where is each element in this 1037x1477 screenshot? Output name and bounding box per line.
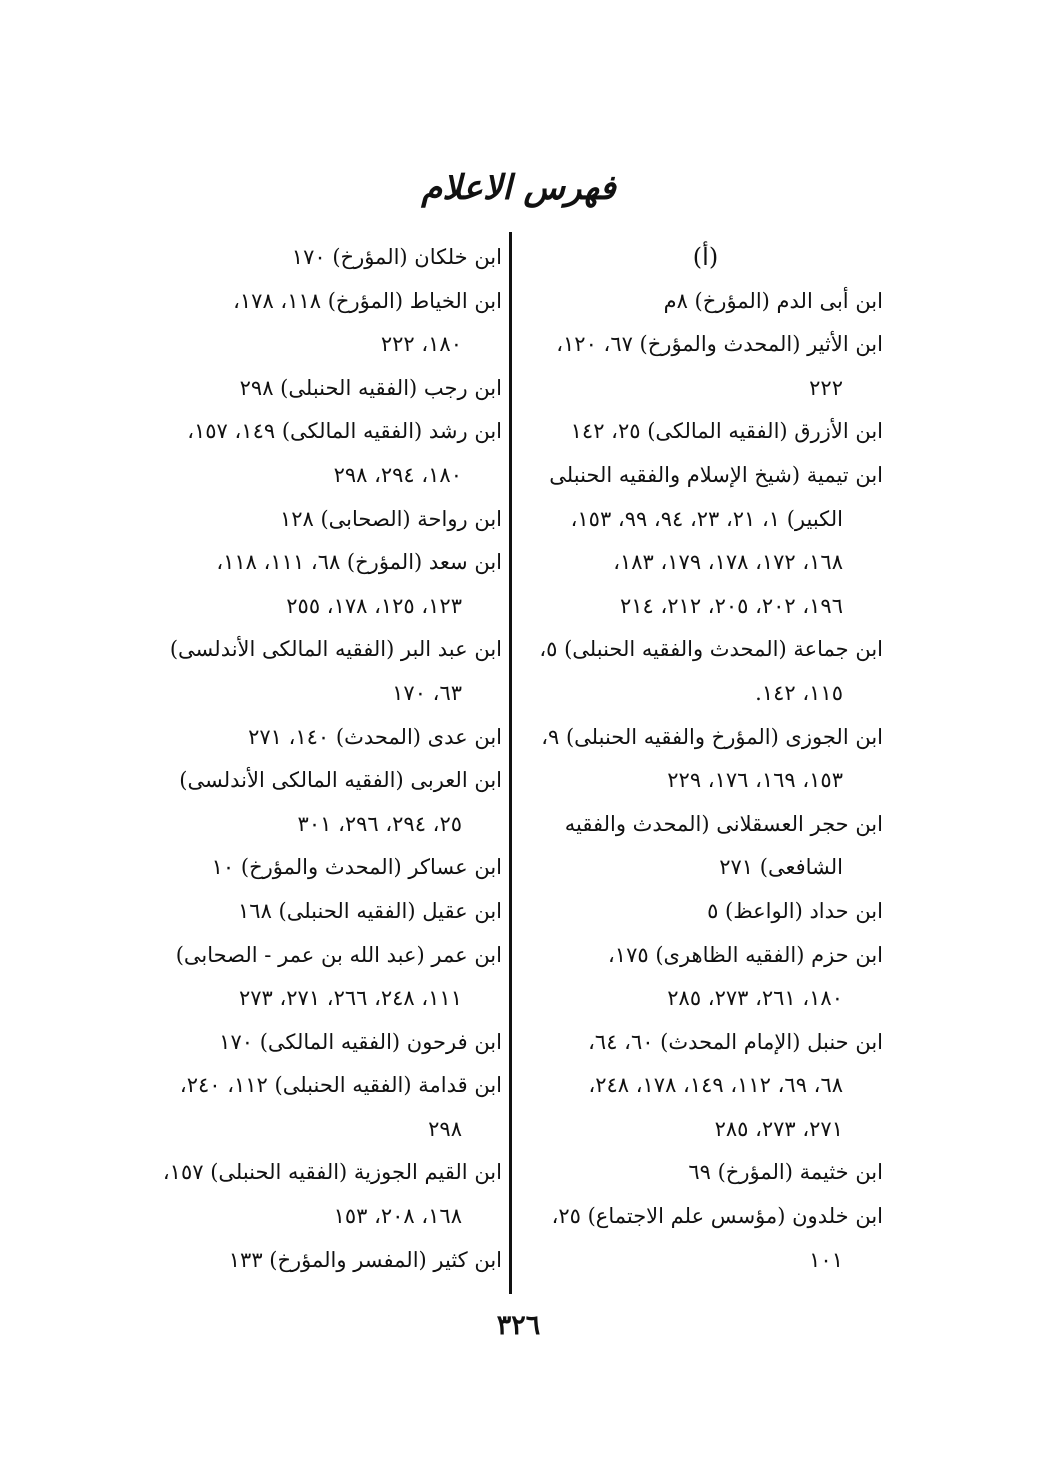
index-entry-line: ١٢٣، ١٢٥، ١٧٨، ٢٥٥: [286, 593, 462, 618]
column-divider: [509, 232, 512, 1294]
index-entry-line: ابن حنبل (الإمام المحدث) ٦٠، ٦٤،: [588, 1029, 883, 1054]
index-entry-line: ١٩٦، ٢٠٢، ٢٠٥، ٢١٢، ٢١٤: [619, 593, 843, 618]
index-entry-line: ١١١، ٢٤٨، ٢٦٦، ٢٧١، ٢٧٣: [238, 986, 462, 1011]
index-entry-line: ٢٧١، ٢٧٣، ٢٨٥: [714, 1116, 843, 1141]
index-entry-line: الكبير) ١، ٢١، ٢٣، ٩٤، ٩٩، ١٥٣،: [570, 506, 843, 531]
index-entry-line: ٦٨، ٦٩، ١١٢، ١٤٩، ١٧٨، ٢٤٨،: [588, 1073, 843, 1098]
index-entry-line: ابن أبى الدم (المؤرخ) ٨م: [663, 288, 883, 313]
index-entry-line: الشافعى) ٢٧١: [719, 855, 843, 880]
index-entry-line: ٢٢٢: [809, 375, 843, 400]
index-entry-line: ٢٩٨: [428, 1116, 462, 1141]
index-entry-line: ابن رجب (الفقيه الحنبلى) ٢٩٨: [239, 375, 502, 400]
index-entry-line: ابن عدى (المحدث) ١٤٠، ٢٧١: [248, 724, 502, 749]
index-entry-line: ابن رشد (الفقيه المالكى) ١٤٩، ١٥٧،: [187, 419, 502, 444]
index-entry-line: ٦٣، ١٧٠: [392, 680, 462, 705]
page-number: ٣٢٦: [496, 1310, 541, 1341]
index-entry-line: ١٠١: [809, 1247, 843, 1272]
index-entry-line: ابن حداد (الواعظ) ٥: [707, 898, 883, 923]
index-entry-line: ابن خثيمة (المؤرخ) ٦٩: [688, 1160, 883, 1185]
index-entry-line: ٢٥، ٢٩٤، ٢٩٦، ٣٠١: [297, 811, 462, 836]
index-entry-line: ابن الجوزى (المؤرخ والفقيه الحنبلى) ٩،: [541, 724, 883, 749]
index-entry-line: ابن فرحون (الفقيه المالكى) ١٧٠: [219, 1029, 502, 1054]
index-entry-line: ابن رواحة (الصحابى) ١٢٨: [279, 506, 502, 531]
index-entry-line: ١٨٠، ٢٩٤، ٢٩٨: [333, 462, 462, 487]
index-entry-line: ابن حجر العسقلانى (المحدث والفقيه: [564, 811, 883, 836]
index-entry-line: ١٨٠، ٢٦١، ٢٧٣، ٢٨٥: [667, 986, 843, 1011]
page-title: فهرس الاعلام: [421, 168, 616, 208]
index-column-left: [150, 236, 502, 1282]
index-entry-line: ابن تيمية (شيخ الإسلام والفقيه الحنبلى: [549, 462, 883, 487]
index-entry-line: ابن حزم (الفقيه الظاهرى) ١٧٥،: [608, 942, 883, 967]
index-entry-line: ١٦٨، ٢٠٨، ١٥٣: [333, 1204, 462, 1229]
index-entry-line: ابن خلدون (مؤسس علم الاجتماع) ٢٥،: [551, 1204, 883, 1229]
index-entry-line: ابن كثير (المفسر والمؤرخ) ١٣٣: [228, 1247, 502, 1272]
index-entry-line: ابن الخياط (المؤرخ) ١١٨، ١٧٨،: [233, 288, 502, 313]
index-column-right: [518, 236, 883, 1282]
index-entry-line: ابن عبد البر (الفقيه المالكى الأندلسى): [169, 637, 502, 662]
index-entry-line: ١٦٨، ١٧٢، ١٧٨، ١٧٩، ١٨٣،: [613, 550, 843, 575]
index-entry-line: ١١٥، ١٤٢.: [755, 680, 843, 705]
index-entry-line: ابن الأثير (المحدث والمؤرخ) ٦٧، ١٢٠،: [556, 332, 883, 357]
index-entry-line: ابن عمر (عبد الله بن عمر - الصحابى): [175, 942, 502, 967]
index-entry-line: ابن خلكان (المؤرخ) ١٧٠: [291, 245, 502, 269]
index-entry-line: ابن سعد (المؤرخ) ٦٨، ١١١، ١١٨،: [216, 550, 502, 575]
index-entry-line: ابن القيم الجوزية (الفقيه الحنبلى) ١٥٧،: [162, 1160, 502, 1185]
index-entry-line: ابن قدامة (الفقيه الحنبلى) ١١٢، ٢٤٠،: [179, 1073, 502, 1098]
index-entry-line: ابن جماعة (المحدث والفقيه الحنبلى) ٥،: [539, 637, 883, 662]
index-entry-line: ابن عساكر (المحدث والمؤرخ) ١٠: [211, 855, 502, 880]
index-entry-line: ابن العربى (الفقيه المالكى الأندلسى): [179, 768, 502, 793]
index-entry-line: ابن الأزرق (الفقيه المالكى) ٢٥، ١٤٢: [570, 419, 883, 444]
index-entry-line: ١٥٣، ١٦٩، ١٧٦، ٢٢٩: [667, 768, 843, 793]
index-entry-line: ابن عقيل (الفقيه الحنبلى) ١٦٨: [238, 898, 502, 923]
index-entry-line: (أ): [692, 243, 719, 271]
index-entry-line: ١٨٠، ٢٢٢: [380, 332, 462, 357]
